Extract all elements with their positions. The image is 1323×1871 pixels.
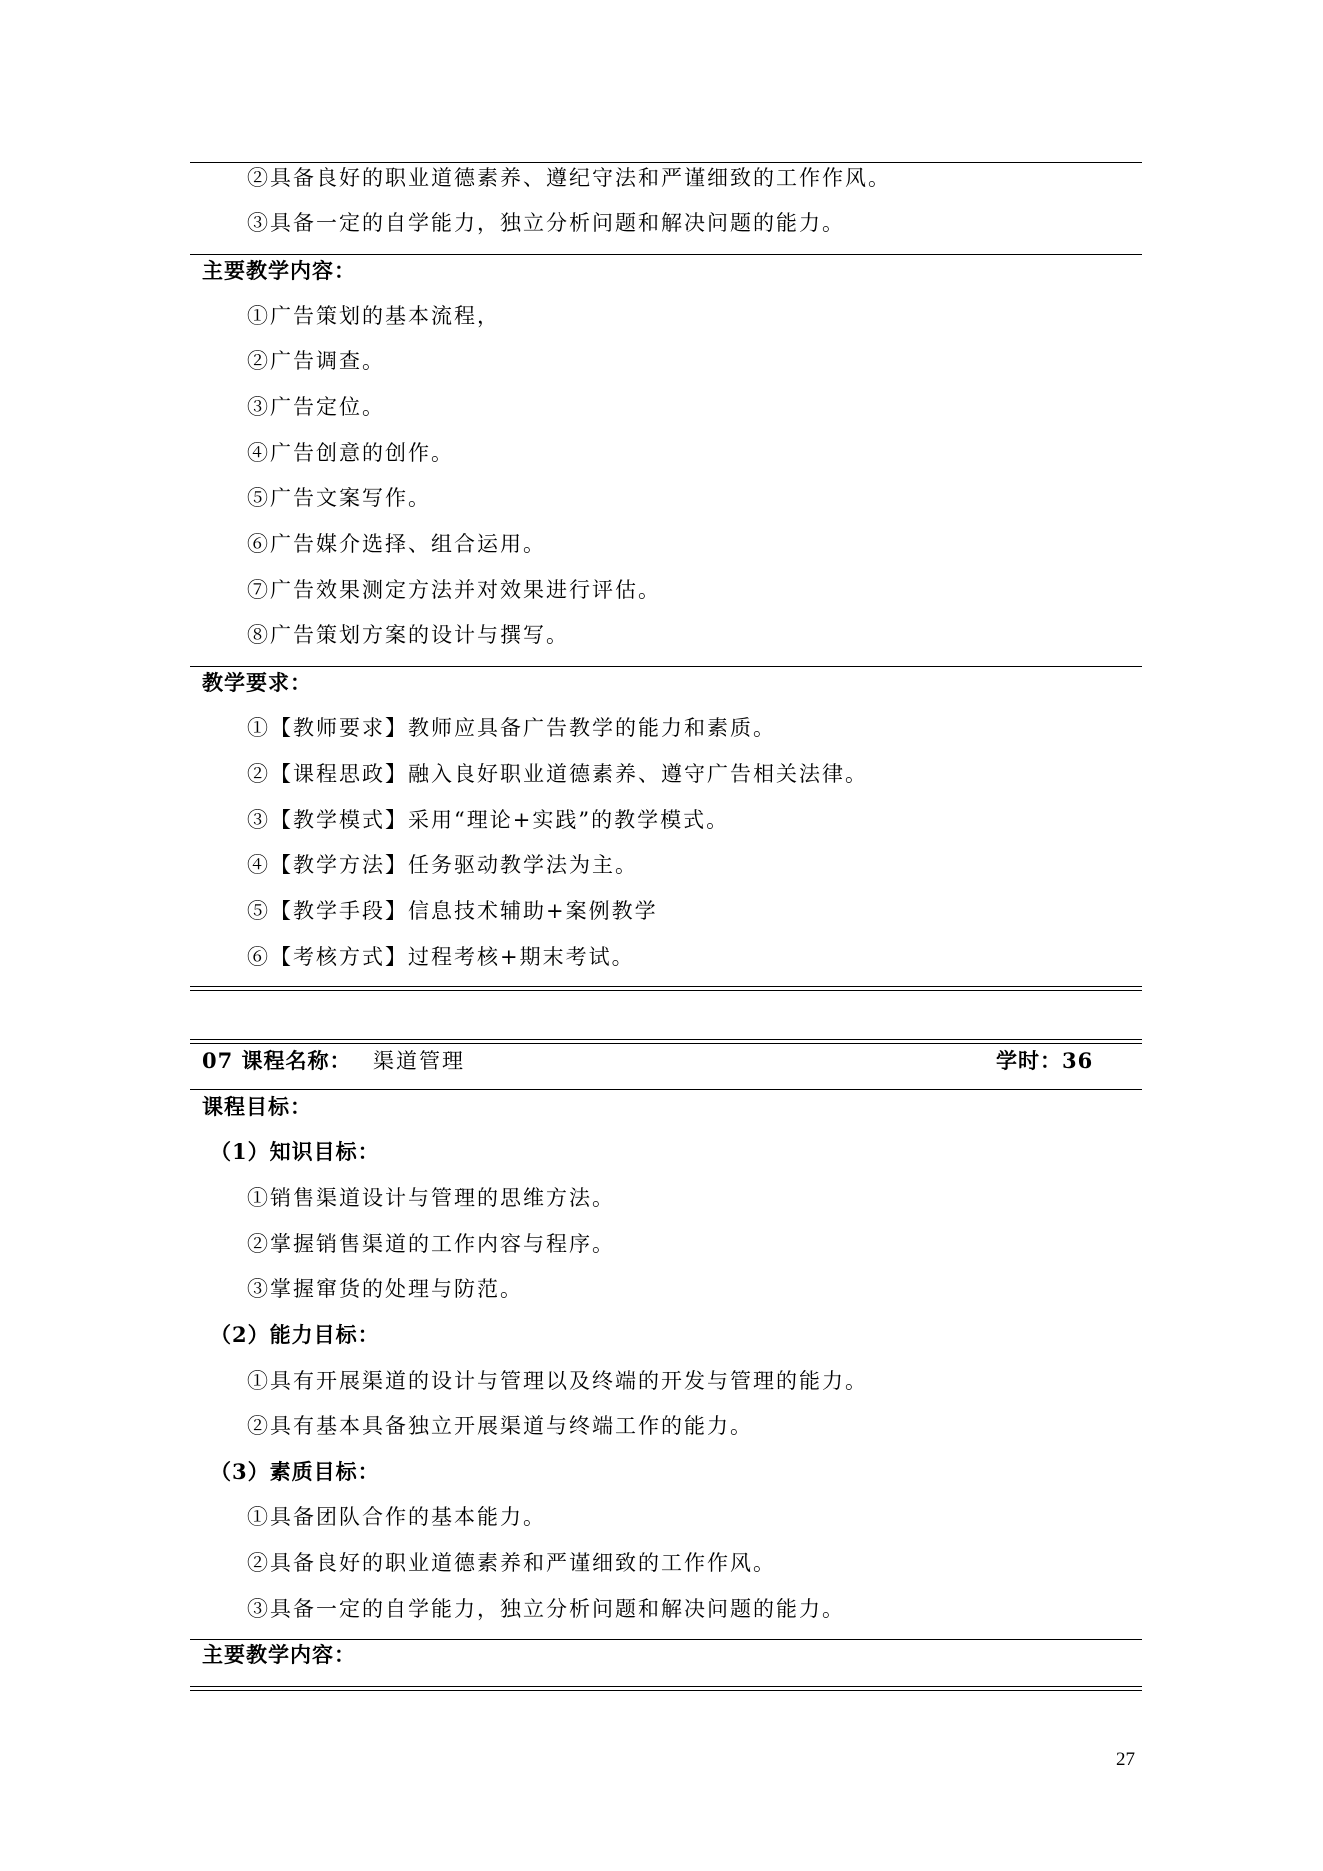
table-start-rule [190, 1039, 1142, 1044]
ability-heading: （2）能力目标： [210, 1322, 380, 1347]
course-title-label: 07 课程名称： [202, 1048, 352, 1073]
requirement-item: ⑤【教学手段】信息技术辅助+案例教学 [247, 899, 658, 923]
content-heading: 主要教学内容： [202, 1642, 356, 1667]
content-item: ⑥广告媒介选择、组合运用。 [247, 532, 546, 556]
knowledge-item: ①销售渠道设计与管理的思维方法。 [247, 1186, 615, 1210]
requirements-heading: 教学要求： [202, 670, 312, 695]
requirement-item: ⑥【考核方式】过程考核+期末考试。 [247, 945, 635, 969]
content-item: ②广告调查。 [247, 349, 385, 373]
quality-item: ③具备一定的自学能力，独立分析问题和解决问题的能力。 [247, 211, 845, 235]
goal-heading: 课程目标： [202, 1094, 312, 1119]
quality-heading: （3）素质目标： [210, 1459, 380, 1484]
table-end-rule [190, 1686, 1142, 1691]
quality-item: ②具备良好的职业道德素养和严谨细致的工作作风。 [247, 1551, 776, 1575]
section-rule [190, 1639, 1142, 1640]
knowledge-item: ②掌握销售渠道的工作内容与程序。 [247, 1232, 615, 1256]
content-heading: 主要教学内容： [202, 258, 356, 283]
section-rule [190, 1089, 1142, 1090]
content-item: ⑤广告文案写作。 [247, 486, 431, 510]
page-number: 27 [1116, 1749, 1135, 1770]
content-item: ①广告策划的基本流程， [247, 304, 500, 328]
requirement-item: ②【课程思政】融入良好职业道德素养、遵守广告相关法律。 [247, 762, 868, 786]
table-end-rule [190, 986, 1142, 991]
content-item: ③广告定位。 [247, 395, 385, 419]
content-item: ⑦广告效果测定方法并对效果进行评估。 [247, 578, 661, 602]
quality-item: ②具备良好的职业道德素养、遵纪守法和严谨细致的工作作风。 [247, 166, 891, 190]
course-name: 渠道管理 [373, 1049, 465, 1073]
section-rule [190, 666, 1142, 667]
quality-item: ③具备一定的自学能力，独立分析问题和解决问题的能力。 [247, 1597, 845, 1621]
knowledge-item: ③掌握窜货的处理与防范。 [247, 1277, 523, 1301]
content-item: ④广告创意的创作。 [247, 441, 454, 465]
course-hours: 学时：36 [996, 1048, 1094, 1073]
section-rule [190, 254, 1142, 255]
requirement-item: ①【教师要求】教师应具备广告教学的能力和素质。 [247, 716, 776, 740]
ability-item: ①具有开展渠道的设计与管理以及终端的开发与管理的能力。 [247, 1369, 868, 1393]
requirement-item: ④【教学方法】任务驱动教学法为主。 [247, 853, 638, 877]
content-item: ⑧广告策划方案的设计与撰写。 [247, 623, 569, 647]
ability-item: ②具有基本具备独立开展渠道与终端工作的能力。 [247, 1414, 753, 1438]
top-rule [190, 162, 1142, 163]
quality-item: ①具备团队合作的基本能力。 [247, 1505, 546, 1529]
knowledge-heading: （1）知识目标： [210, 1139, 380, 1164]
requirement-item: ③【教学模式】采用“理论+实践”的教学模式。 [247, 808, 730, 832]
